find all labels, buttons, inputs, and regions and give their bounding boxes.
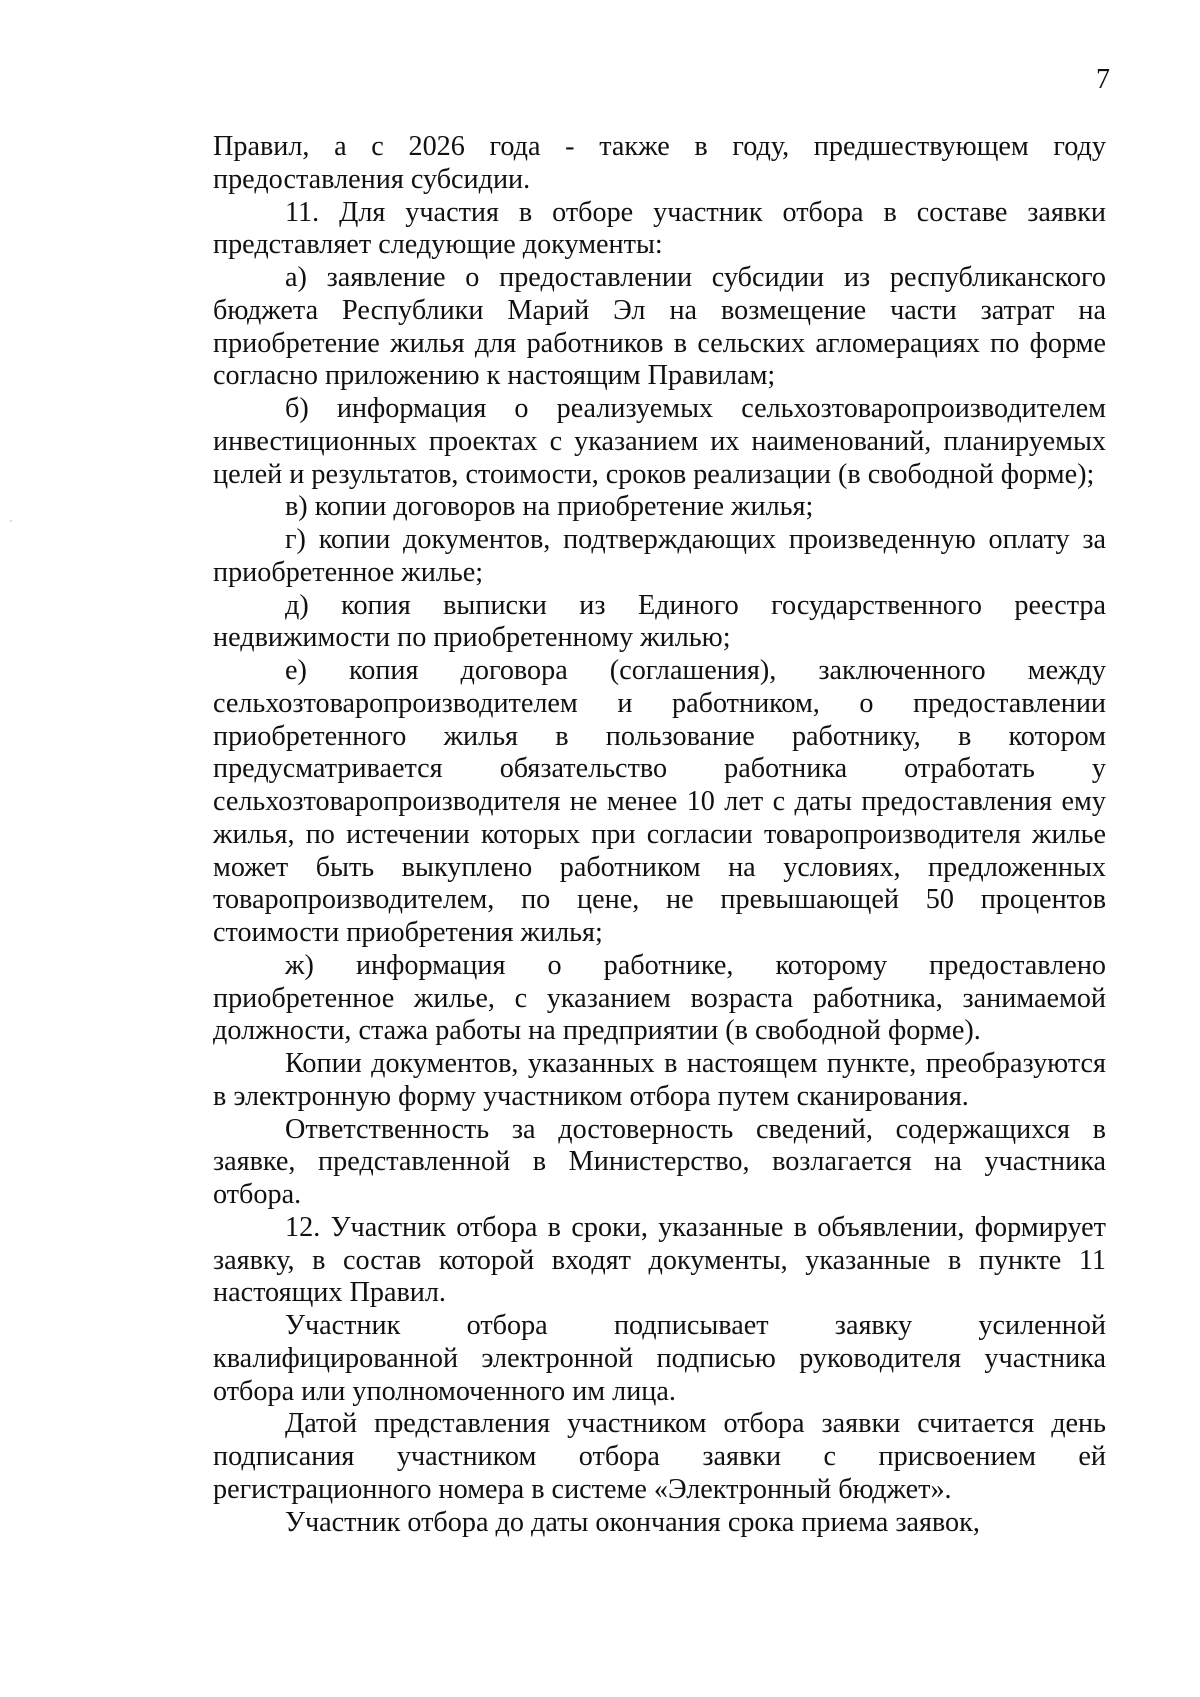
paragraph-continued: Участник отбора до даты окончания срока приема заявок, bbox=[285, 1506, 980, 1538]
subitem-d: д) копия выписки из Единого государственного реестра недвижимости по приобретенному жилью; bbox=[213, 589, 1106, 654]
paragraph-continuation: Правил, а с 2026 года - также в году, предшествующем году предоставления субсидии. bbox=[213, 131, 1106, 195]
paragraph-signature: Участник отбора подписывает заявку усиленной квалифицированной электронной подписью руководителя участника отбора или уполномоченного им лица. bbox=[213, 1310, 1106, 1407]
paragraph-item-12: 12. Участник отбора в сроки, указанные в объявлении, формирует заявку, в состав которой входят документы, указанные в пункте 11 настоящих Правил. bbox=[213, 1211, 1106, 1309]
subitem-b: б) информация о реализуемых сельхозтоваропроизводителем инвестиционных проектах с указанием их наименований, планируемых целей и результатов, стоимости, сроков реализации (в свободной форме); bbox=[213, 393, 1106, 490]
paragraph-responsibility: Ответственность за достоверность сведений, содержащихся в заявке, представленной в Министерство, возлагается на участника отбора. bbox=[213, 1113, 1106, 1210]
subitem-a: а) заявление о предоставлении субсидии из республиканского бюджета Республики Марий Эл на возмещение части затрат на приобретение жилья для работников в сельских агломерациях по форме согласно приложению к настоящим Правилам; bbox=[213, 262, 1106, 392]
subitem-e: е) копия договора (соглашения), заключенного между сельхозтоваропроизводителем и работником, о предоставлении приобретенного жилья в пользование работнику, в котором предусматривается обязательство работника отработать у сельхозтоваропроизводителя не менее 10 лет с даты предоставления ему жилья, по истечении которых при согласии товаропроизводителя жилье может быть выкуплено работником на условиях, предложенных товаропроизводителем, по цене, не превышающей 50 процентов стоимости приобретения жилья; bbox=[213, 655, 1106, 948]
paragraph-submission-date: Датой представления участником отбора заявки считается день подписания участником отбора заявки с присвоением ей регистрационного номера в системе «Электронный бюджет». bbox=[213, 1408, 1106, 1505]
subitem-zh: ж) информация о работнике, которому предоставлено приобретенное жилье, с указанием возраста работника, занимаемой должности, стажа работы на предприятии (в свободной форме). bbox=[213, 949, 1106, 1047]
paragraph-copies: Копии документов, указанных в настоящем пункте, преобразуются в электронную форму участником отбора путем сканирования. bbox=[213, 1048, 1106, 1112]
page-number: 7 bbox=[1096, 64, 1110, 95]
scan-speck bbox=[10, 520, 12, 522]
paragraph-item-11: 11. Для участия в отборе участник отбора в составе заявки представляет следующие документы: bbox=[213, 196, 1106, 261]
document-body bbox=[213, 131, 1106, 1539]
subitem-v: в) копии договоров на приобретение жилья; bbox=[285, 491, 814, 523]
subitem-g: г) копии документов, подтверждающих произведенную оплату за приобретенное жилье; bbox=[213, 524, 1106, 588]
